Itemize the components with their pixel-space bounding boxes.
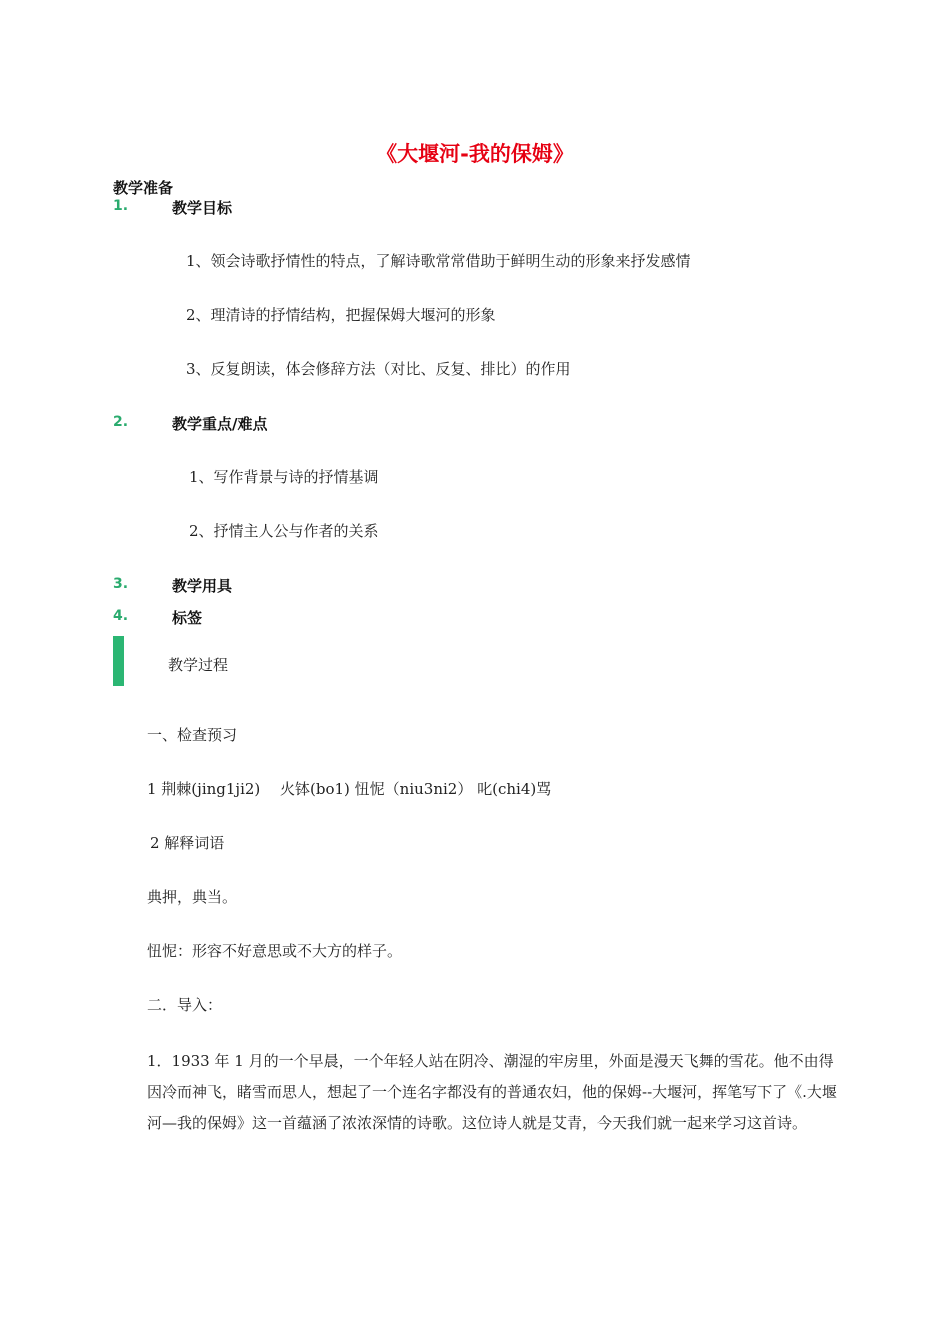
goal-item-3: 3、反复朗读，体会修辞方法（对比、反复、排比）的作用	[186, 360, 571, 378]
section-heading-key-points: 教学重点/难点	[172, 415, 268, 433]
section-number-3: 3.	[113, 576, 129, 592]
process-heading: 教学过程	[168, 656, 229, 674]
prep-heading: 教学准备	[113, 179, 174, 197]
part1-title: 一、检查预习	[147, 726, 238, 744]
intro-paragraph: 1．1933 年 1 月的一个早晨，一个年轻人站在阴冷、潮湿的牢房里，外面是漫天飞舞的雪花。他不由得因冷而神飞，睹雪而思人，想起了一个连名字都没有的普通农妇，他的保姆--大堰河，挥笔写下了《.大堰河—我的保姆》这一首蕴涵了浓浓深情的诗歌。这位诗人就是艾青，今天我们就一起来学习这首诗。	[147, 1052, 837, 1132]
section-number-2: 2.	[113, 414, 129, 430]
section-number-1: 1.	[113, 198, 129, 214]
section-number-4: 4.	[113, 608, 129, 624]
key-point-item-1: 1、写作背景与诗的抒情基调	[189, 468, 379, 486]
section-heading-tags: 标签	[172, 609, 203, 627]
goal-item-1: 1、领会诗歌抒情性的特点，了解诗歌常常借助于鲜明生动的形象来抒发感情	[186, 252, 691, 270]
pinyin-line: 1 荆棘(jing1ji2) 火钵(bo1) 忸怩（niu3ni2） 叱(chi4)骂	[147, 780, 552, 798]
section-heading-goals: 教学目标	[172, 199, 233, 217]
section-heading-tools: 教学用具	[172, 577, 233, 595]
vocab-definition-2: 忸怩：形容不好意思或不大方的样子。	[147, 942, 403, 960]
vocab-definition-1: 典押，典当。	[147, 888, 238, 906]
goal-item-2: 2、理清诗的抒情结构，把握保姆大堰河的形象	[186, 306, 496, 324]
document-title: 《大堰河-我的保姆》	[376, 142, 574, 166]
key-point-item-2: 2、抒情主人公与作者的关系	[189, 522, 379, 540]
part2-title: 二．导入：	[147, 996, 223, 1014]
process-accent-bar	[113, 636, 124, 686]
vocab-title: 2 解释词语	[150, 834, 225, 852]
